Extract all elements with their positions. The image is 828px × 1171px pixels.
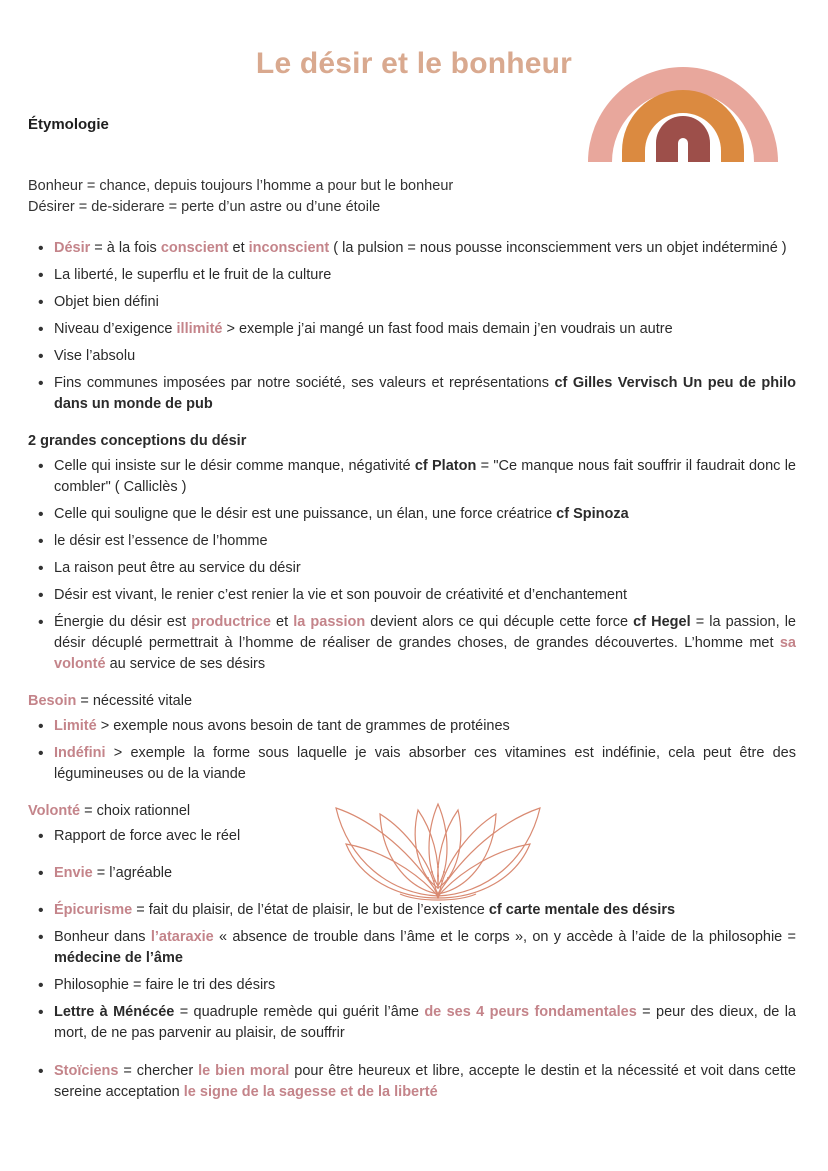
text-run: Celle qui souligne que le désir est une puissance, un élan, une force créatrice [54,506,557,523]
text-run: = quadruple remède qui guérit l’âme [174,1004,425,1021]
list-item [54,716,800,737]
volonte-definition [28,801,800,822]
list-item [54,612,800,675]
intro-line: Désirer = de-siderare = perte d’un astre ou d’une étoile [28,199,381,216]
page-title: Le désir et le bonheur [255,47,573,80]
text-run: la passion [293,614,366,631]
list-item [54,1002,800,1044]
text-run: Fins communes imposées par notre société, ses valeurs et représentations [54,375,555,392]
stoiciens-section [28,1061,800,1103]
list-item [54,826,800,847]
text-run: > exemple j’ai mangé un fast food mais demain j’en voudrais un autre [222,321,673,338]
list-item [54,504,800,525]
list-item [54,319,800,340]
conceptions-section [28,431,800,675]
list-item [54,743,800,785]
section-heading-etymologie: Étymologie [28,116,109,133]
text-run: = l’agréable [92,865,173,882]
text-run: > exemple la forme sous laquelle je vais absorber ces vitamines est indéfinie, cela peut être des légumineuses ou de la viande [54,745,796,783]
besoin-definition [28,691,800,712]
conceptions-bullet-list [28,456,800,675]
text-run: « absence de trouble dans l’âme et le corps », on y accède à l’aide de la philosophie = [213,929,796,946]
text-run: Philosophie = faire le tri des désirs [54,977,276,994]
text-run: devient alors ce qui décuple cette force [365,614,634,631]
list-item [54,346,800,367]
text-run: = chercher [118,1062,199,1079]
text-run: Désir [54,240,91,257]
text-run: illimité [176,321,223,338]
list-item [54,1061,800,1103]
stoiciens-bullet-list [28,1061,800,1103]
text-run: = nécessité vitale [76,693,193,710]
list-item [54,900,800,921]
text-run: Énergie du désir est [54,614,192,631]
text-run: et [270,614,294,631]
text-run: inconscient [248,240,330,257]
list-item [54,531,800,552]
list-item [54,558,800,579]
list-item [54,456,800,498]
text-run: = à la fois [90,240,161,257]
text-run: le signe de la sagesse et de la liberté [183,1083,438,1100]
text-run: au service de ses désirs [105,656,266,673]
list-item [54,927,800,969]
besoin-bullet-list [28,716,800,785]
envie-section [28,863,800,884]
list-item [54,292,800,313]
text-run: pour être heureux et libre, accepte le destin et la nécessité et voit dans cette sereine acceptation [54,1062,796,1100]
text-run: = choix rationnel [80,803,191,820]
text-run: ( la pulsion = nous pousse inconsciemment vers un objet indéterminé ) [329,240,787,257]
text-run: Bonheur dans [54,929,151,946]
text-run: > exemple nous avons besoin de tant de grammes de protéines [96,718,510,735]
section-heading-conceptions: 2 grandes conceptions du désir [28,433,247,450]
etymologie-intro [28,176,800,218]
envie-bullet-list [28,863,800,884]
text-run: l’ataraxie [150,929,214,946]
text-run: de ses 4 peurs fondamentales [424,1004,637,1021]
list-item [54,975,800,996]
list-item [54,585,800,606]
text-run: Celle qui insiste sur le désir comme manque, négativité [54,458,415,475]
text-run: La liberté, le superflu et le fruit de la culture [54,267,332,284]
text-run: Envie [54,865,93,882]
text-run: le bien moral [198,1062,290,1079]
text-run: cf Gilles Vervisch Un peu de philo dans un monde de pub [54,375,797,413]
volonte-bullet-list [28,826,800,847]
text-run: cf Hegel [633,614,691,631]
text-run: La raison peut être au service du désir [54,560,301,577]
text-run: = "Ce manque nous fait souffrir il faudrait donc le combler" ( Calliclès ) [54,458,796,496]
volonte-section [28,801,800,847]
list-item [54,238,800,259]
text-run: le désir est l’essence de l’homme [54,533,268,550]
etymologie-bullet-list [28,238,800,415]
text-run: médecine de l’âme [54,950,183,967]
text-run: Volonté [28,803,81,820]
text-run: Épicurisme [54,902,133,919]
text-run: Limité [54,718,97,735]
besoin-section [28,691,800,785]
text-run: Besoin [28,693,77,710]
epicurisme-bullet-list [28,900,800,1044]
text-run: Lettre à Ménécée [54,1004,175,1021]
list-item [54,863,800,884]
text-run: = fait du plaisir, de l’état de plaisir, le but de l’existence [132,902,489,919]
epicurisme-section [28,900,800,1044]
list-item [54,265,800,286]
text-run: cf Platon [414,458,477,475]
text-run: conscient [160,240,229,257]
text-run: cf carte mentale des désirs [488,902,676,919]
rainbow-illustration [588,44,778,162]
text-run: sa volonté [54,635,796,673]
text-run: cf Spinoza [556,506,629,523]
text-run: Vise l’absolu [54,348,136,365]
text-run: Indéfini [54,745,106,762]
list-item [54,373,800,415]
text-run: = peur des dieux, de la mort, de ne pas parvenir au plaisir, de souffrir [54,1004,796,1042]
document-header [28,26,800,176]
text-run: productrice [191,614,271,631]
intro-line: Bonheur = chance, depuis toujours l’homme a pour but le bonheur [28,178,454,194]
text-run: et [228,240,249,257]
text-run: Rapport de force avec le réel [54,828,241,845]
text-run: Désir est vivant, le renier c’est renier la vie et son pouvoir de créativité et d’enchantement [54,587,628,604]
text-run: Objet bien défini [54,294,159,311]
text-run: Niveau d’exigence [54,321,177,338]
rainbow-arc-inner [656,116,710,162]
text-run: Stoïciens [54,1062,119,1079]
text-run: = la passion, le désir décuplé permettrait à l’homme de réaliser de grandes choses, de grandes découvertes. L’homme met [54,614,796,652]
